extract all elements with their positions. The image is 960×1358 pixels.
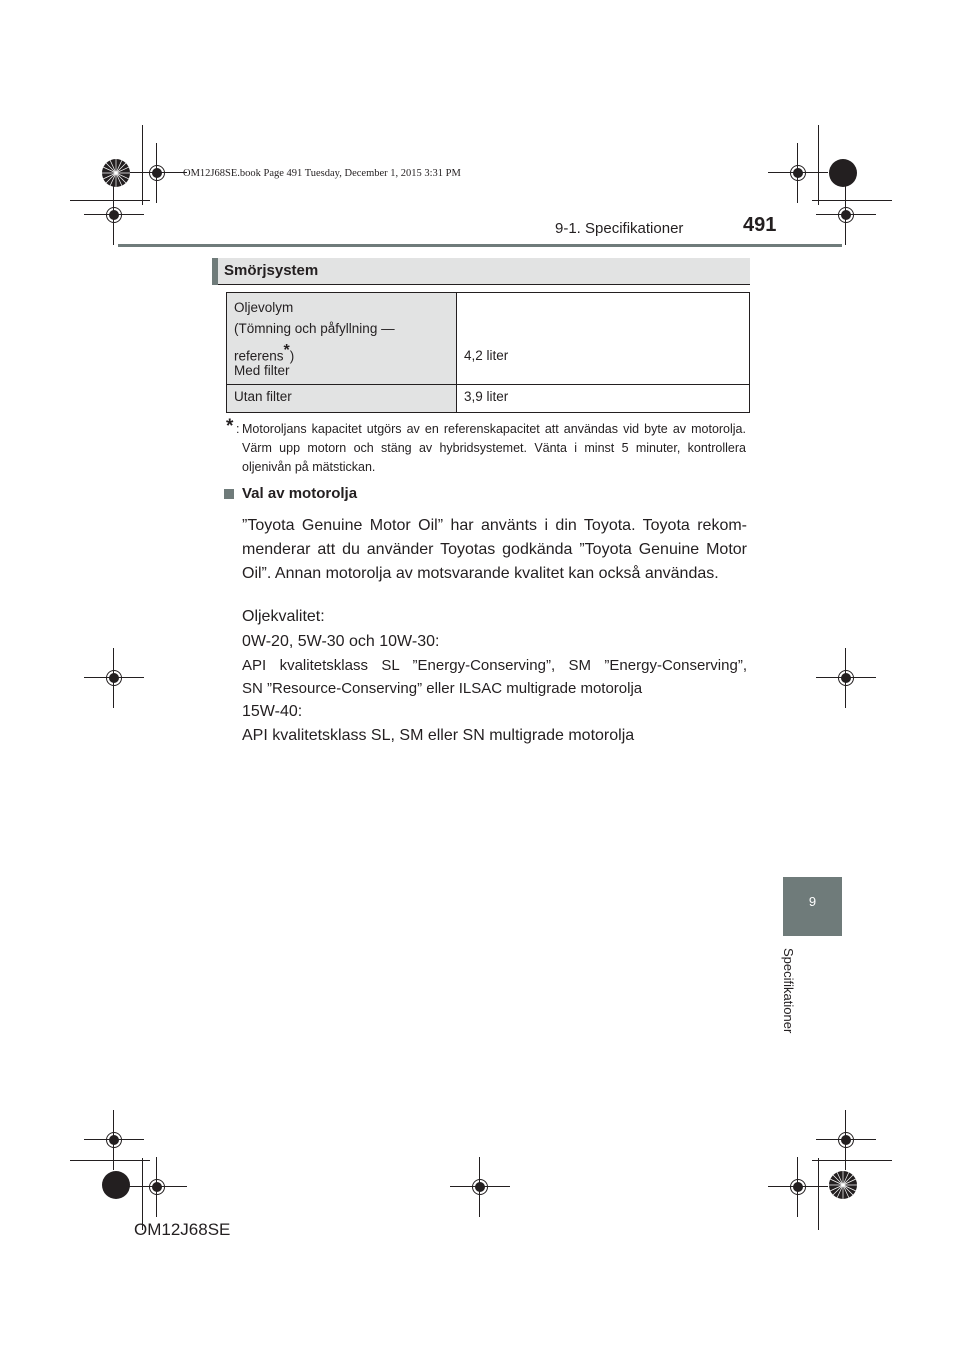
crop-line — [812, 1160, 892, 1161]
crop-line — [812, 200, 892, 201]
starburst-mark-icon — [101, 1170, 131, 1200]
registration-mark-icon — [786, 161, 810, 185]
table-cell — [457, 385, 750, 413]
registration-mark-icon — [834, 666, 858, 690]
registration-mark-icon — [786, 1175, 810, 1199]
starburst-mark-icon — [828, 158, 858, 188]
section-title: 9-1. Specifikationer — [555, 220, 684, 237]
section-heading: Smörjsystem — [224, 262, 319, 279]
page-number: 491 — [743, 214, 777, 236]
section-heading-bar — [212, 258, 218, 285]
crop-line — [70, 1160, 150, 1161]
table-cell — [227, 385, 457, 413]
starburst-mark-icon — [828, 1170, 858, 1200]
grade-block-1 — [242, 630, 747, 700]
table-row — [227, 293, 750, 385]
document-code: OM12J68SE — [134, 1220, 231, 1239]
crop-line — [70, 200, 150, 201]
spec-table — [226, 292, 750, 413]
registration-mark-icon — [834, 203, 858, 227]
registration-mark-icon — [102, 203, 126, 227]
grade-text: SN ”Resource-Conserving” eller ILSAC multigrade motorolja — [242, 680, 643, 697]
table-label-line: (Tömning och påfyllning — — [234, 321, 395, 336]
grade-block-2 — [242, 700, 747, 748]
crop-line — [818, 1158, 819, 1230]
table-cell — [457, 293, 750, 385]
registration-mark-icon — [145, 161, 169, 185]
table-cell — [227, 293, 457, 385]
oil-quality-label: Oljekvalitet: — [242, 608, 325, 625]
header-rule — [118, 244, 842, 247]
book-info: OM12J68SE.book Page 491 Tuesday, December 1, 2015 3:31 PM — [183, 168, 461, 179]
registration-mark-icon — [102, 1128, 126, 1152]
grade-title: 0W-20, 5W-30 och 10W-30: — [242, 633, 440, 650]
intro-paragraph: ”Toyota Genuine Motor Oil” har använts i din Toyota. Toyota rekom-menderar att du använder Toyotas godkända ”Toyota Genuine Motor Oil”. Annan motorolja av motsvarande kvalitet kan också användas. — [242, 517, 747, 582]
footnote-text: Motoroljans kapacitet utgörs av en referenskapacitet att användas vid byte av motorolja. Värm upp motorn och stäng av hybridsystemet. Vänta i minst 5 minuter, kontrollera oljenivån på mätstickan. — [242, 422, 746, 474]
table-label-line: Oljevolym — [234, 300, 294, 315]
footnote — [226, 416, 746, 477]
starburst-mark-icon — [101, 158, 131, 188]
chapter-tab: 9 — [783, 877, 842, 936]
table-label-line: referens*) — [234, 342, 295, 364]
table-value: 3,9 liter — [464, 389, 509, 404]
table-label-line: Med filter — [234, 363, 290, 378]
subsection-title: Val av motorolja — [242, 485, 358, 502]
crop-line — [818, 125, 819, 205]
bullet-square-icon — [224, 489, 234, 499]
footnote-mark: * — [283, 342, 290, 359]
chapter-label: Specifikationer — [781, 948, 796, 1034]
crop-line — [142, 125, 143, 205]
table-label: Utan filter — [234, 389, 292, 404]
grade-title: 15W-40: — [242, 703, 303, 720]
grade-text: API kvalitetsklass SL, SM eller SN multigrade motorolja — [242, 727, 635, 744]
table-row — [227, 385, 750, 413]
registration-mark-icon — [834, 1128, 858, 1152]
footnote-colon: : — [236, 422, 240, 436]
registration-mark-icon — [468, 1175, 492, 1199]
footnote-mark: * — [226, 416, 234, 437]
grade-text: API kvalitetsklass SL ”Energy-Conserving”, SM ”Energy-Conserving”, — [242, 657, 747, 674]
registration-mark-icon — [102, 666, 126, 690]
registration-mark-icon — [145, 1175, 169, 1199]
table-value: 4,2 liter — [464, 348, 509, 363]
